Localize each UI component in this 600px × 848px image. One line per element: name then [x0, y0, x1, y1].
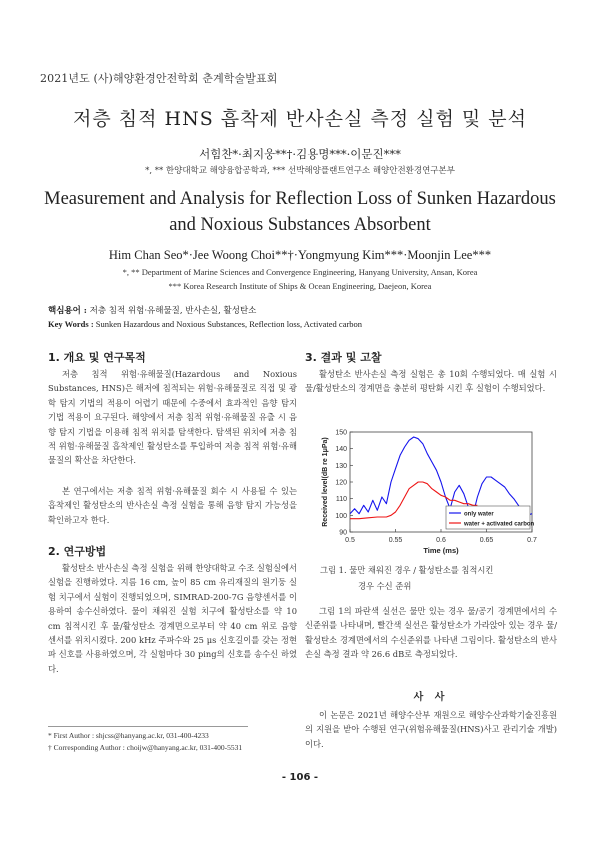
- footnote-divider: [48, 726, 248, 727]
- x-tick-label: 0.5: [345, 537, 355, 544]
- page-number: - 106 -: [281, 772, 319, 783]
- received-level-chart: [318, 426, 548, 556]
- keywords-korean-text: 저층 침적 위험·유해물질, 반사손실, 활성탄소: [89, 306, 257, 316]
- authors-korean: 서힘찬*·최지웅**†·김용명***·이문진***: [199, 147, 401, 161]
- method-heading: 2. 연구방법: [48, 545, 107, 558]
- affiliation-english-1: *, ** Department of Marine Sciences and Convergence Engineering, Hanyang University, Ansan, Korea: [122, 267, 478, 277]
- x-tick-label: 0.65: [479, 537, 494, 544]
- y-tick-label: 120: [335, 479, 347, 487]
- x-tick-label: 0.7: [527, 537, 537, 544]
- keywords-korean: [48, 304, 256, 316]
- affiliation-english-2: *** Korea Research Institute of Ships & Ocean Engineering, Daejeon, Korea: [168, 281, 432, 291]
- y-axis-label: Received level(dB re 1μPa): [322, 437, 329, 527]
- y-tick-label: 140: [335, 446, 347, 454]
- keywords-english-label: Key Words :: [48, 319, 94, 329]
- figure-caption-line-1: 그림 1. 물만 채워진 경우 / 활성탄소를 침적시킨: [320, 565, 494, 575]
- title-korean: 저층 침적 HNS 흡착제 반사손실 측정 실험 및 분석: [73, 108, 527, 130]
- x-tick-label: 0.6: [436, 537, 446, 544]
- y-tick-label: 100: [335, 512, 347, 520]
- x-tick-label: 0.55: [388, 537, 403, 544]
- result-paragraph-2: 그림 1의 파란색 실선은 물만 있는 경우 물/공기 경계면에서의 수신준위를 나타내며, 빨간색 실선은 활성탄소가 가라앉아 있는 경우 물/활성탄소 경계면에서의 수신준위를 나타낸 그림이다. 활성탄소의 반사손실 측정 결과 약 26.6 dB로 측정되었다.: [305, 606, 557, 660]
- legend-label: only water: [464, 511, 494, 518]
- y-tick-label: 90: [339, 529, 347, 537]
- keywords-korean-label: 핵심용어 :: [48, 306, 87, 316]
- y-tick-label: 110: [335, 496, 347, 504]
- y-tick-label: 150: [335, 429, 347, 437]
- result-paragraph-1: 활성탄소 반사손실 측정 실험은 총 10회 수행되었다. 매 실험 시 물/활성탄소의 경계면을 충분히 평탄화 시킨 후 실험이 수행되었다.: [305, 369, 557, 394]
- intro-paragraph-2: 본 연구에서는 저층 침적 위험·유해물질 회수 시 사용될 수 있는 흡착제인 활성탄소의 반사손실 측정 실험을 통해 음향 탐지 가능성을 확인하고자 한다.: [48, 486, 297, 525]
- affiliations-korean: *, ** 한양대학교 해양융합공학과, *** 선박해양플랜트연구소 해양안전환경연구본부: [145, 166, 455, 176]
- intro-heading: 1. 개요 및 연구목적: [48, 351, 146, 364]
- authors-english: Him Chan Seo*·Jee Woong Choi**†·Yongmyung Kim***·Moonjin Lee***: [108, 248, 492, 262]
- keywords-english-text: Sunken Hazardous and Noxious Substances, Reflection loss, Activated carbon: [95, 319, 363, 329]
- y-tick-label: 130: [335, 462, 347, 470]
- intro-paragraph-1: 저층 침적 위험·유해물질(Hazardous and Noxious Substances, HNS)은 해저에 침적되는 위험·유해물질로 직접 및 광학 탐지 기법의 적용이 어렵기 때문에 수중에서 효과적인 음향 탐지 기법 적용이 요구된다. 해양에서 저층 침적 위험·유해물질 유출 시 음향 탐지 기법을 이용해 침적 위치를 탐색한다. 탐색된 위치에 저층 침적 위험·유해물질 흡착제인 활성탄소를 투입하여 저층 침적 위험·유해물질의 확산을 차단한다.: [48, 369, 297, 466]
- conference-header: 2021년도 (사)해양환경안전학회 춘계학술발표회: [40, 72, 278, 85]
- figure-caption-line-2: 경우 수신 준위: [358, 581, 412, 591]
- title-english: Measurement and Analysis for Reflection Loss of Sunken Hazardous and Noxious Substances Absorbent: [44, 189, 556, 235]
- keywords-english: [48, 319, 362, 329]
- acknowledgement-paragraph: 이 논문은 2021년 해양수산부 재원으로 해양수산과학기술진흥원의 지원을 받아 수행된 연구(위험유해물질(HNS)사고 관리기술 개발)이다.: [305, 710, 557, 749]
- acknowledgement-heading: 사 사: [413, 692, 449, 703]
- footnote-corresponding-author: † Corresponding Author : choijw@hanyang.ac.kr, 031-400-5531: [48, 743, 243, 752]
- footnote-first-author: * First Author : shjcss@hanyang.ac.kr, 031-400-4233: [48, 731, 209, 740]
- result-heading: 3. 결과 및 고찰: [305, 351, 382, 364]
- legend-label: water + activated carbon: [464, 521, 535, 528]
- method-paragraph-1: 활성탄소 반사손실 측정 실험을 위해 한양대학교 수조 실험실에서 실험을 진행하였다. 지름 16 cm, 높이 85 cm 유리재질의 원기둥 실험 치구에서 실험이 진행되었으며, SIMRAD-200-7G 음향센서를 이용하여 송수신하였다. 물이 채워진 실험 치구에 활성탄소를 약 10 cm 침적시킨 후 물/활성탄소 경계면으로부터 약 40 cm 위로 음향 센서를 위치시켰다. 200 kHz 주파수와 25 μs 신호길이를 갖는 정현파 신호를 사용하였으며, 각 실험마다 30 ping의 신호를 송수신 하였다.: [48, 563, 297, 674]
- x-axis-label: Time (ms): [423, 546, 459, 555]
